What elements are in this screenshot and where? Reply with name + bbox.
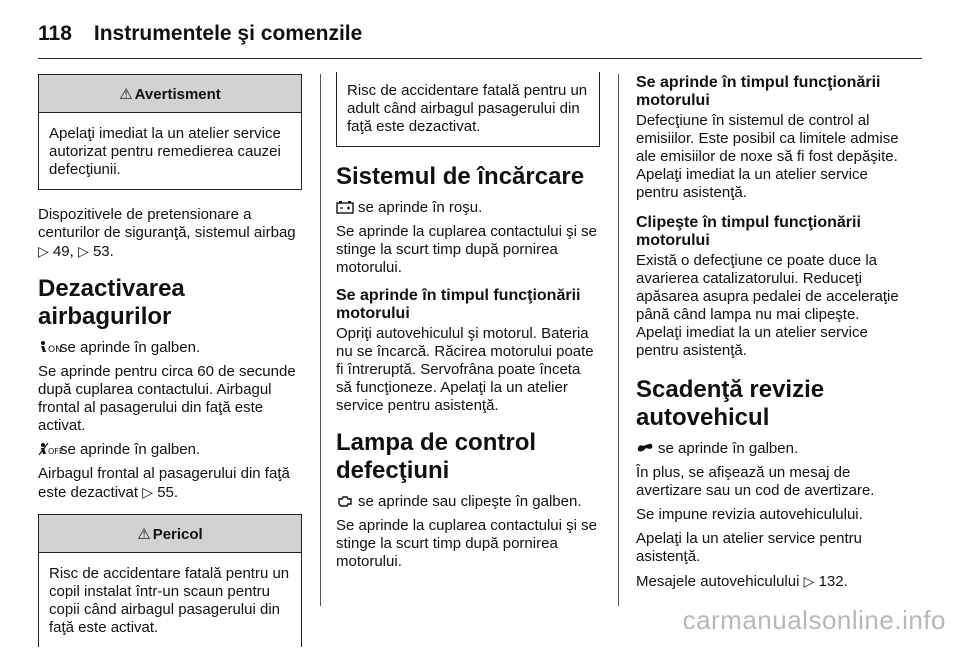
svg-text:OFF: OFF bbox=[48, 447, 64, 456]
flashing-running-description: Există o defecţiune ce poate duce la avarierea catalizatorului. Reduceţi apăsarea asupra pedalei de acceleraţie până când lampa nu mai clipeşte. Apelaţi imediat la un atelier service pentru asistenţă. bbox=[636, 252, 899, 359]
warning-triangle-icon: ⚠ bbox=[119, 86, 133, 103]
engine-check-icon bbox=[336, 494, 354, 508]
column-divider-1 bbox=[320, 74, 321, 606]
header-rule bbox=[38, 58, 922, 59]
airbag-on-lamp-line: ON se aprinde în galben. bbox=[38, 339, 302, 357]
service-paragraph-3: Apelaţi la un atelier service pentru asistenţă. bbox=[636, 530, 862, 565]
charging-running-description: Opriţi autovehiculul şi motorul. Bateria nu se încarcă. Răcirea motorului poate fi întreruptă. Servofrâna poate înceta să funcţioneze. Apelaţi la un atelier service pentru asistenţă. bbox=[336, 325, 594, 414]
warning-triangle-icon: ⚠ bbox=[137, 526, 151, 543]
danger-box-header bbox=[39, 515, 301, 553]
passenger-airbag-off-icon bbox=[38, 442, 64, 456]
warning-box-header bbox=[39, 75, 301, 113]
page-ref-arrow-icon: ▷ bbox=[77, 243, 89, 259]
warning-box-text: Apelaţi imediat la un atelier service autorizat pentru remedierea cauzei defecţiunii. bbox=[49, 125, 281, 178]
danger-box bbox=[38, 514, 302, 647]
service-due-heading: Scadenţă revizie autovehicul bbox=[636, 376, 825, 431]
service-lamp-line: se aprinde în galben. bbox=[636, 440, 904, 458]
page-number: 118 bbox=[38, 22, 72, 45]
malfunction-lamp-heading: Lampa de control defecţiuni bbox=[336, 429, 537, 484]
column-2 bbox=[336, 74, 600, 577]
danger-box-text: Risc de accidentare fatală pentru un copil instalat într-un scaun pentru copii când airbagul pasagerului din faţă este activat. bbox=[49, 565, 290, 636]
malfunction-lamp-description: Se aprinde la cuplarea contactului şi se stinge la scurt timp după pornirea motorului. bbox=[336, 517, 597, 570]
battery-icon bbox=[336, 200, 354, 214]
page-ref-arrow-icon: ▷ bbox=[803, 573, 815, 589]
airbag-off-description: Airbagul frontal al pasagerului din faţă este dezactivat ▷ 55. bbox=[38, 465, 290, 501]
page-ref-arrow-icon: ▷ bbox=[142, 484, 154, 500]
charging-system-heading: Sistemul de încărcare bbox=[336, 163, 585, 190]
warning-box-title: Avertisment bbox=[134, 86, 221, 103]
column-3 bbox=[636, 74, 904, 597]
page-ref-link[interactable]: 49 bbox=[52, 243, 70, 260]
danger-box-continued-text: Risc de accidentare fatală pentru un adult când airbagul pasagerului din faţă este dezactivat. bbox=[347, 82, 588, 135]
wrench-icon bbox=[636, 441, 654, 455]
page-title: Instrumentele şi comenzile bbox=[93, 22, 363, 45]
malfunction-lamp-line: se aprinde sau clipeşte în galben. bbox=[336, 493, 600, 511]
service-paragraph-4: Mesajele autovehiculului ▷ 132. bbox=[636, 573, 848, 590]
page-ref-link[interactable]: 55. bbox=[157, 484, 179, 501]
warning-box bbox=[38, 74, 302, 190]
airbag-on-description: Se aprinde pentru circa 60 de secunde după cuplarea contactului. Airbagul frontal al pasagerului din faţă este activat. bbox=[38, 363, 296, 434]
danger-box-title: Pericol bbox=[152, 526, 203, 543]
charging-running-subheading: Se aprinde în timpul funcţionării motorului bbox=[336, 287, 581, 322]
charging-lamp-line: se aprinde în roşu. bbox=[336, 199, 600, 217]
column-1 bbox=[38, 74, 302, 663]
emissions-running-description: Defecţiune în sistemul de control al emisiilor. Este posibil ca limitele admise ale emisiilor de noxe să fi fost depăşite. Apelaţi imediat la un atelier service pentru asistenţă. bbox=[636, 112, 899, 201]
page-header bbox=[38, 22, 362, 46]
emissions-running-subheading: Se aprinde în timpul funcţionării motorului bbox=[636, 74, 881, 109]
danger-box-continued bbox=[336, 72, 600, 147]
svg-text:ON: ON bbox=[48, 345, 62, 355]
charging-description: Se aprinde la cuplarea contactului şi se stinge la scurt timp după pornirea motorului. bbox=[336, 223, 597, 276]
page-ref-link[interactable]: 53. bbox=[92, 243, 114, 260]
flashing-running-subheading: Clipeşte în timpul funcţionării motorului bbox=[636, 214, 861, 249]
passenger-airbag-on-icon bbox=[38, 340, 62, 355]
pretensioner-paragraph: Dispozitivele de pretensionare a centurilor de siguranţă, sistemul airbag ▷ 49, ▷ 53. bbox=[38, 206, 296, 260]
airbag-deactivation-heading: Dezactivarea airbagurilor bbox=[38, 275, 185, 330]
page-ref-arrow-icon: ▷ bbox=[38, 243, 49, 259]
airbag-off-lamp-line: OFF se aprinde în galben. bbox=[38, 441, 302, 459]
page-ref-link[interactable]: 132. bbox=[818, 573, 848, 590]
watermark: carmanualsonline.info bbox=[682, 605, 946, 635]
service-paragraph-2: Se impune revizia autovehiculului. bbox=[636, 506, 863, 523]
service-paragraph-1: În plus, se afişează un mesaj de avertizare sau un cod de avertizare. bbox=[636, 464, 875, 499]
column-divider-2 bbox=[618, 74, 619, 606]
